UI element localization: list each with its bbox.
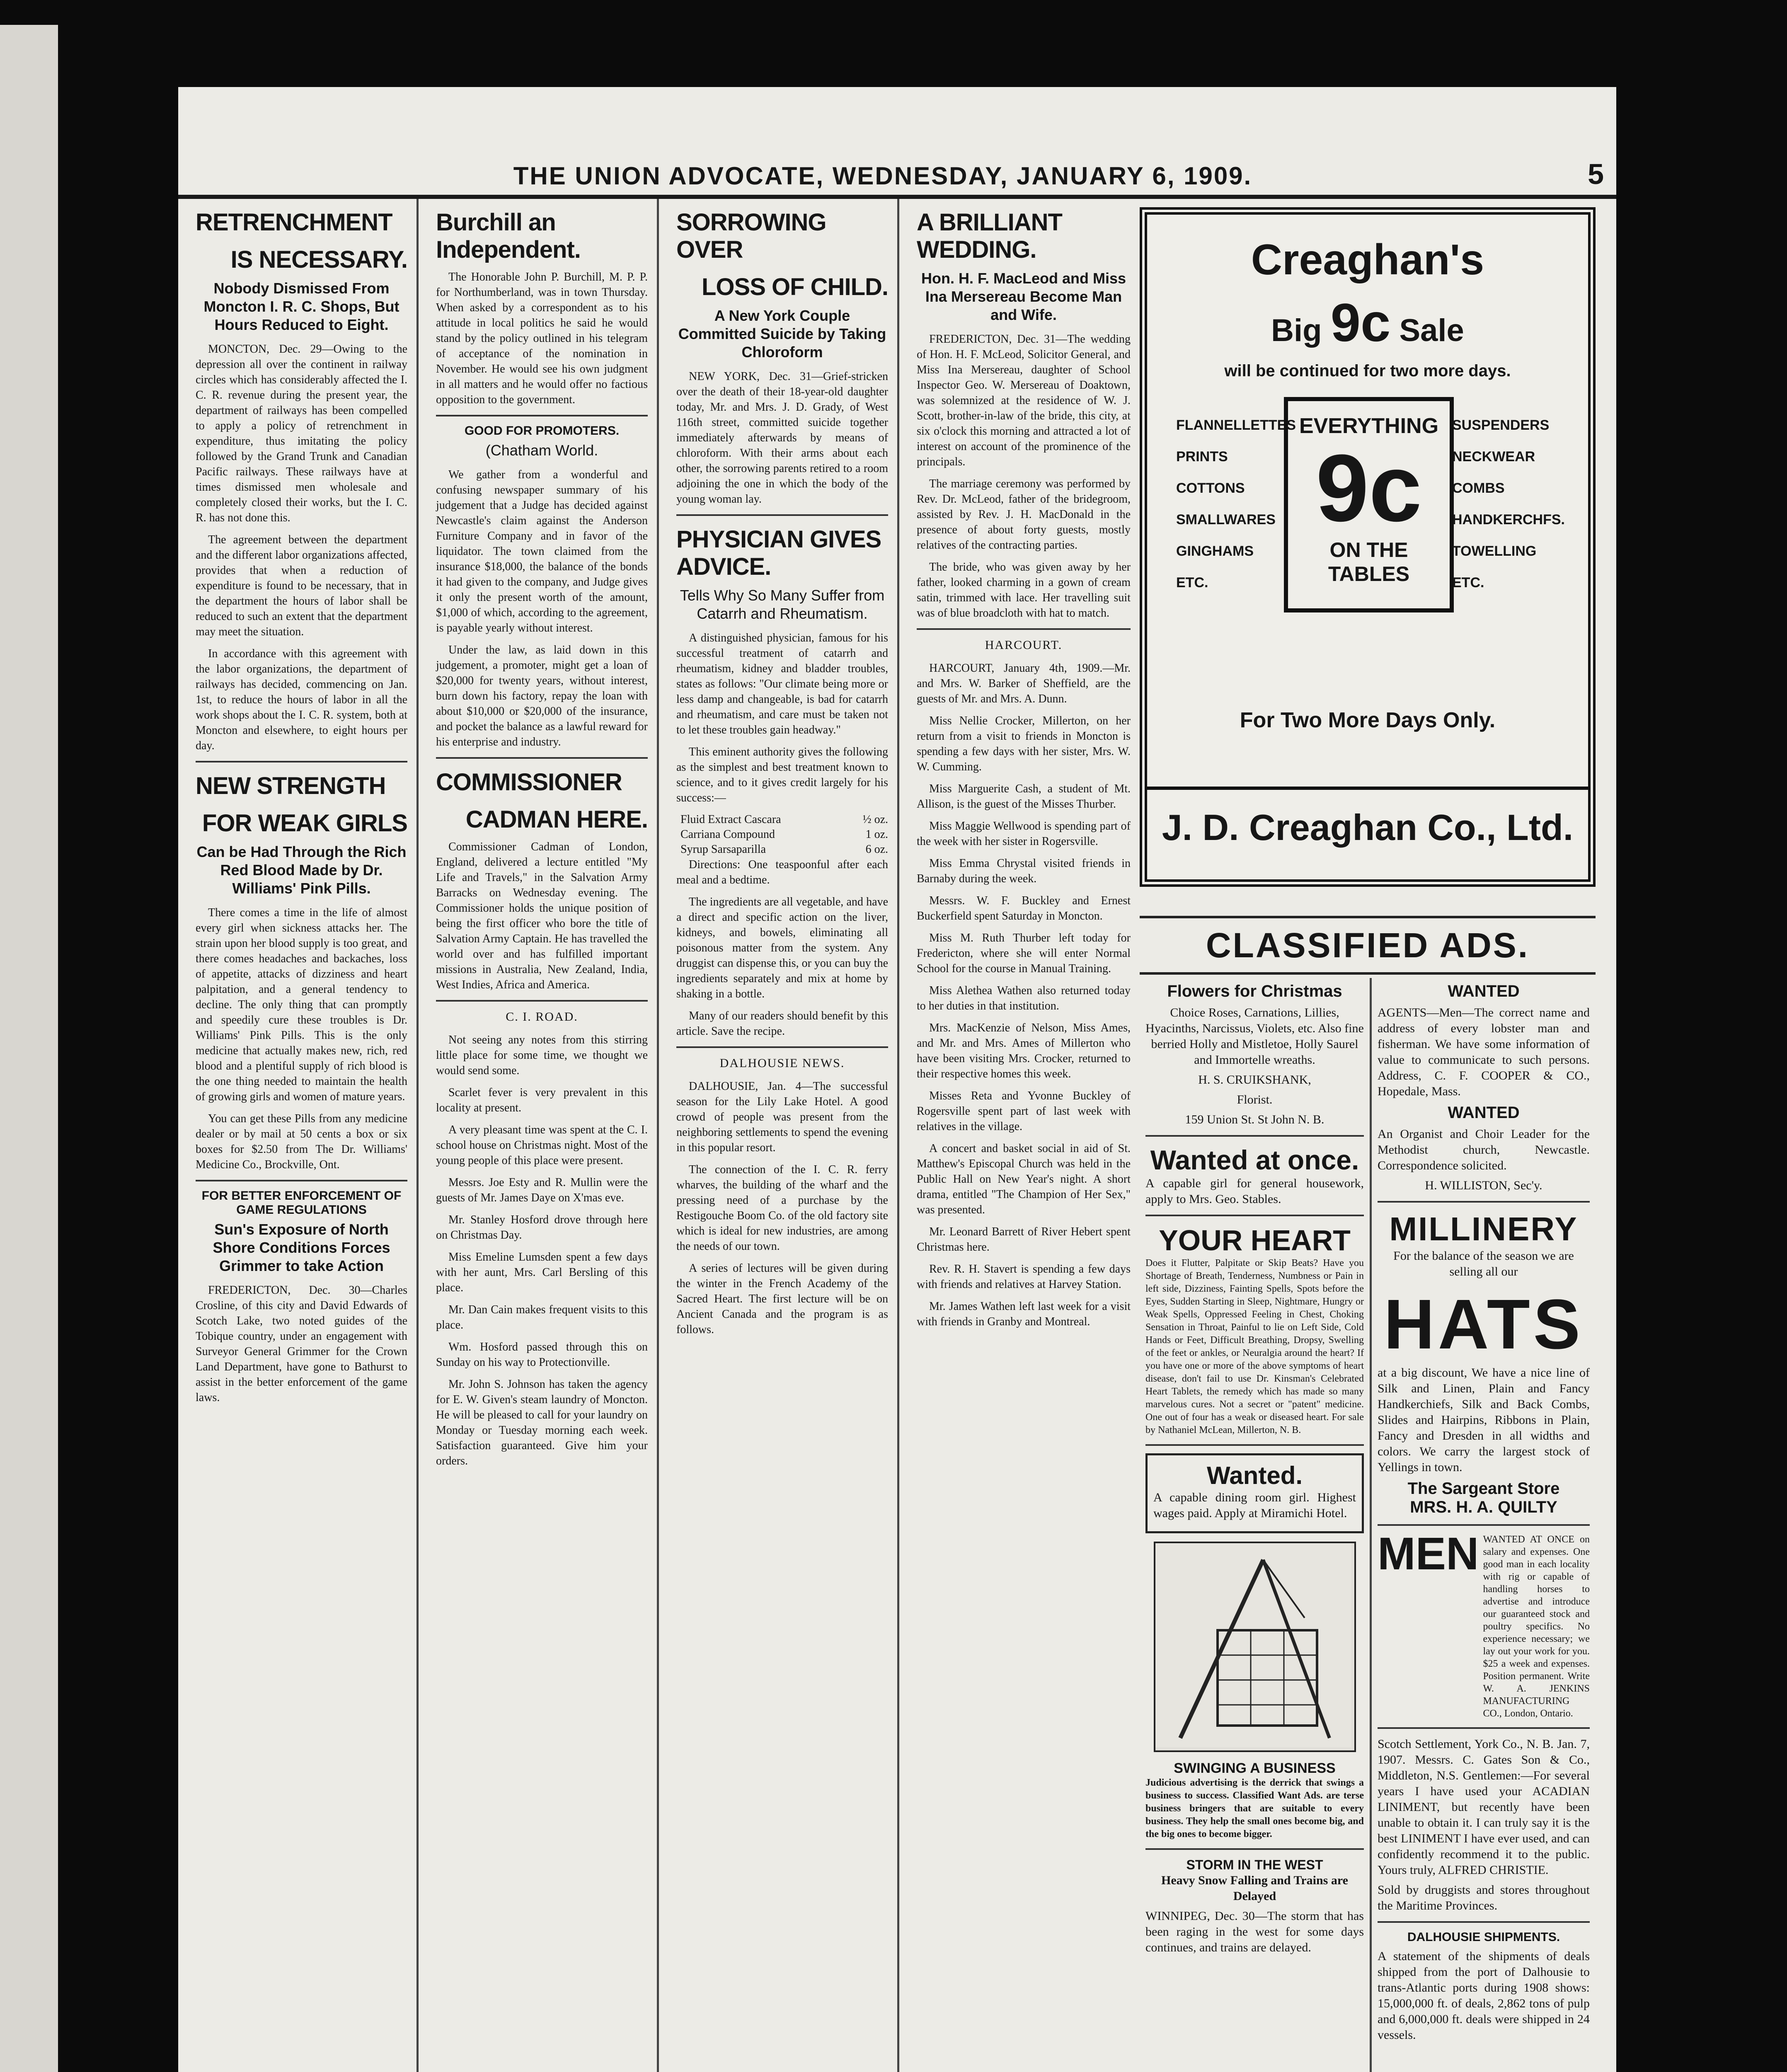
article-paragraph: Miss Maggie Wellwood is spending part of the week with her sister in Rogersville. — [917, 820, 1131, 848]
headline-loss-of-child: LOSS OF CHILD. — [702, 274, 888, 300]
article-paragraph: FREDERICTON, Dec. 30—Charles Crosline, of this city and David Edwards of Scotch Lake, two noted guides of the Tobique country, under an engagement with Surveyor General Grimmer for the Crown Land Department, have gone to Bathurst to assist in the better enforcement of the game laws. — [196, 1284, 407, 1404]
storm-headline: STORM IN THE WEST — [1186, 1857, 1323, 1872]
headline-physician: PHYSICIAN GIVES ADVICE. — [676, 526, 881, 580]
recipe-item: Fluid Extract Cascara ½ oz. — [680, 813, 888, 826]
running-header — [178, 157, 1616, 199]
dalhousie-shipments-body: A statement of the shipments of deals shipped from the port of Dalhousie to trans-Atlantic ports during 1908 shows: 15,000,000 ft. of deals, 2,862 tons of pulp and 6,000,000 ft. deals were shipped in 24 vessels. — [1378, 1949, 1590, 2042]
article-paragraph: Commissioner Cadman of London, England, delivered a lecture entitled "My Life and Travels," in the Salvation Army Barracks on Wednesday evening. The Commissioner holds the unique position of being the first officer who bore the title of Salvation Army Captain. He has travelled the world over and has fulfilled important missions in Australia, New Zealand, India, West Indies, Africa and America. — [436, 840, 648, 991]
article-paragraph: Mr. Stanley Hosford drove through here on Christmas Day. — [436, 1213, 648, 1242]
article-paragraph: FREDERICTON, Dec. 31—The wedding of Hon. H. F. McLeod, Solicitor General, and Miss Ina Mersereau, daughter of School Inspector Geo. W. Mersereau of Doaktown, was solemnized at the residence of W. J. Scott, brother-in-law of the bride, this city, at six o'clock this morning and attracted a lot of interest on account of the prominence of the principals. — [917, 333, 1131, 468]
article-paragraph: In accordance with this agreement with the labor organizations, the department of railways has decided, commencing on Jan. 1st, to reduce the hours of labor in all the work shops about the I. C. R. system, both at Moncton and elsewhere, to eight hours per day. — [196, 647, 407, 752]
your-heart-headline: YOUR HEART — [1159, 1224, 1351, 1256]
ad-left-items: FLANNELLETTES PRINTS COTTONS SMALLWARES GINGHAMS ETC. — [1176, 417, 1296, 591]
classified-column-left — [1140, 978, 1372, 2072]
headline-brilliant-wedding: A BRILLIANT WEDDING. — [917, 209, 1062, 263]
article-paragraph: Mr. John S. Johnson has taken the agency for E. W. Given's steam laundry of Moncton. He will be pleased to call for your laundry on Monday or Tuesday morning each week. Satisfaction guaranteed. Give him your orders. — [436, 1378, 648, 1467]
classified-column-right — [1372, 978, 1596, 2072]
article-paragraph: Not seeing any notes from this stirring little place for some time, we thought we would send some. — [436, 1034, 648, 1077]
wanted-at-once: Wanted at once. — [1150, 1145, 1359, 1175]
divider — [676, 514, 888, 516]
headline-burchill: Burchill an Independent. — [436, 209, 581, 263]
article-paragraph: Miss Marguerite Cash, a student of Mt. Allison, is the guest of the Misses Thurber. — [917, 782, 1131, 811]
florist-address: 159 Union St. St John N. B. — [1185, 1113, 1325, 1126]
hats-headline: HATS — [1383, 1285, 1584, 1364]
millinery-body: For the balance of the season we are selling all our — [1393, 1249, 1574, 1278]
divider — [436, 757, 648, 759]
subhead-pink-pills: Can be Had Through the Rich Red Blood Made by Dr. Williams' Pink Pills. — [196, 843, 407, 897]
headline-promoters: GOOD FOR PROMOTERS. — [464, 424, 620, 438]
article-paragraph: HARCOURT, January 4th, 1909.—Mr. and Mrs. W. Barker of Sheffield, are the guests of Mr. and Mrs. A. Dunn. — [917, 662, 1131, 705]
divider — [1145, 1215, 1364, 1216]
subhead-moncton: Nobody Dismissed From Moncton I. R. C. Shops, But Hours Reduced to Eight. — [203, 280, 400, 333]
headline-dalhousie-news: DALHOUSIE NEWS. — [719, 1056, 845, 1070]
article-paragraph: This eminent authority gives the following as the simplest and best treatment known to science, and to it gives credit largely for his success:— — [676, 746, 888, 804]
article-paragraph: We gather from a wonderful and confusing newspaper summary of his judgement that a Judge has decided against Newcastle's claim against the Anderson Furniture Company and in favor of the liquidator. The town claimed from the insurance $18,000, the balance of the bonds it had given to the company, and Judge gives it only the present worth of the amount, $1,000 of which, according to the agreement, is payable yearly without interest. — [436, 468, 648, 634]
divider — [436, 415, 648, 416]
ad-brand: Creaghan's — [1251, 236, 1484, 284]
store-name: The Sargeant Store — [1407, 1479, 1560, 1498]
divider — [1145, 1444, 1364, 1446]
store-owner: MRS. H. A. QUILTY — [1410, 1498, 1557, 1516]
divider — [1378, 1921, 1590, 1923]
florist-name: H. S. CRUIKSHANK, — [1198, 1073, 1311, 1087]
organist-body: An Organist and Choir Leader for the Methodist church, Newcastle. Correspondence solicited. — [1378, 1127, 1590, 1172]
article-paragraph: Misses Reta and Yvonne Buckley of Rogersville spent part of last week with relatives in the village. — [917, 1089, 1131, 1133]
column-2 — [427, 199, 659, 2072]
article-paragraph: Miss Nellie Crocker, Millerton, on her return from a visit to friends in Moncton is spending a few days with her sister, Mrs. W. W. Cumming. — [917, 714, 1131, 773]
wanted-at-once-body: A capable girl for general housework, apply to Mrs. Geo. Stables. — [1145, 1176, 1364, 1206]
article-paragraph: The connection of the I. C. R. ferry wharves, the building of the wharf and the pressing need of a purchase by the Restigouche Boom Co. of the old factory site which is ideal for new industries, are among the needs of our town. — [676, 1163, 888, 1253]
article-paragraph: Messrs. Joe Esty and R. Mullin were the guests of Mr. James Daye on X'mas eve. — [436, 1176, 648, 1204]
divider — [1145, 1848, 1364, 1850]
article-paragraph: Rev. R. H. Stavert is spending a few days with friends and relatives at Harvey Station. — [917, 1263, 1131, 1291]
article-paragraph: Mr. Dan Cain makes frequent visits to this place. — [436, 1303, 648, 1331]
swinging-body: Judicious advertising is the derrick that swings a business to success. Classified Want Ads. are terse business bringers that are suitable to every business. They help the small ones become big, and the big ones to become bigger. — [1145, 1777, 1364, 1840]
column-4 — [908, 199, 1140, 2072]
ad-continued: will be continued for two more days. — [1224, 362, 1511, 380]
headline-weak-girls: FOR WEAK GIRLS — [202, 810, 407, 837]
recipe-item: Syrup Sarsaparilla 6 oz. — [680, 843, 888, 856]
divider — [1145, 1135, 1364, 1137]
newspaper-page — [178, 87, 1616, 2072]
article-paragraph: Mr. James Wathen left last week for a visit with friends in Granby and Montreal. — [917, 1300, 1131, 1328]
classified-ads-header: CLASSIFIED ADS. — [1140, 916, 1596, 975]
article-paragraph: A concert and basket social in aid of St. Matthew's Episcopal Church was held in the Public Hall on New Year's night. A short drama, entitled "The Champion of Her Sex," was presented. — [917, 1142, 1131, 1216]
article-paragraph: Miss Emma Chrystal visited friends in Barnaby during the week. — [917, 857, 1131, 885]
ad-sale-line: Big 9c Sale — [1271, 292, 1464, 353]
article-paragraph: A series of lectures will be given during the winter in the French Academy of the Sacred Heart. The first lecture will be on Ancient Canada and the program is as follows. — [676, 1262, 888, 1336]
subhead-catarrh: Tells Why So Many Suffer from Catarrh and Rheumatism. — [680, 587, 885, 622]
derrick-illustration — [1154, 1542, 1356, 1752]
article-paragraph: Directions: One teaspoonful after each meal and a bedtime. — [676, 858, 888, 886]
storm-body: WINNIPEG, Dec. 30—The storm that has been raging in the west for some days continues, and trains are delayed. — [1145, 1909, 1364, 1954]
article-paragraph: The marriage ceremony was performed by Rev. Dr. McLeod, father of the bridegroom, assisted by Rev. J. H. MacDonald in the presence of about forty guests, mostly relatives of the contracting parties. — [917, 477, 1131, 552]
headline-necessary: IS NECESSARY. — [230, 246, 407, 273]
subhead-sun-exposure: Sun's Exposure of North Shore Conditions Forces Grimmer to take Action — [213, 1221, 390, 1274]
column-1 — [186, 199, 419, 2072]
hats-body: at a big discount, We have a nice line of Silk and Linen, Plain and Fancy Handkerchiefs, Silk and Back Combs, Slides and Hairpins, Ribbons in Plain, Fancy and Dresden in all widths and colors. We carry the largest stock of Yellings in town. — [1378, 1366, 1590, 1474]
article-paragraph: The ingredients are all vegetable, and have a direct and specific action on the liver, kidneys, and bowels, eliminating all poisonous matter from the system. Any druggist can dispense this, or you can buy the ingredients separately and mix at home by shaking in a bottle. — [676, 896, 888, 1000]
wanted-label: WANTED — [1448, 982, 1520, 1000]
subhead-chatham: (Chatham World. — [485, 442, 598, 459]
divider — [1378, 1727, 1590, 1729]
article-paragraph: Under the law, as laid down in this judgement, a promoter, might get a loan of $20,000 for twenty years, without interest, burn down his factory, repay the loan with about $10,000 or $20,000 of the insurance, and pocket the balance as a lawful reward for his enterprise and industry. — [436, 644, 648, 748]
article-paragraph: Miss Alethea Wathen also returned today to her duties in that institution. — [917, 984, 1131, 1012]
article-paragraph: Mrs. MacKenzie of Nelson, Miss Ames, and Mr. and Mrs. Ames of Millerton who have been visiting Mrs. Crocker, returned to their respective homes this week. — [917, 1021, 1131, 1080]
article-paragraph: A distinguished physician, famous for his successful treatment of catarrh and rheumatism, kidney and bladder troubles, states as follows: "Our climate being more or less damp and changeable, is bad for catarrh and rheumatism, and care must be taken not to let these troubles gain headway." — [676, 632, 888, 736]
men-wanted-ad — [1378, 1528, 1590, 1720]
ad-everything-box: EVERYTHING 9c ON THE TABLES — [1284, 397, 1454, 612]
men-big: MEN — [1378, 1528, 1479, 1579]
organist-signature: H. WILLISTON, Sec'y. — [1425, 1179, 1542, 1192]
article-paragraph: Many of our readers should benefit by this article. Save the recipe. — [676, 1009, 888, 1038]
swinging-caption: SWINGING A BUSINESS — [1174, 1760, 1336, 1776]
divider — [1378, 1201, 1590, 1203]
subhead-macleod: Hon. H. F. MacLeod and Miss Ina Mersereau Become Man and Wife. — [921, 270, 1126, 323]
article-paragraph: There comes a time in the life of almost every girl when sickness attacks her. The strain upon her blood supply is too great, and there comes headaches and backaches, loss of appetite, attacks of dizziness and heart palpitation, and a general tendency to decline. The only thing that can promptly and speedily cure these troubles is Dr. Williams' Pink Pills. This is the only medicine that actually makes new, rich, red blood and a plentiful supply of rich blood is the one thing needed to maintain the health of growing girls and women of mature years. — [196, 906, 407, 1103]
millinery-headline: MILLINERY — [1389, 1210, 1578, 1247]
recipe-list — [680, 812, 888, 857]
article-paragraph: Messrs. W. F. Buckley and Ernest Buckerfield spent Saturday in Moncton. — [917, 894, 1131, 922]
storm-subhead: Heavy Snow Falling and Trains are Delayed — [1161, 1874, 1348, 1903]
article-paragraph: The bride, who was given away by her father, looked charming in a gown of cream satin, trimmed with lace. Her travelling suit was of blue broadcloth with hat to match. — [917, 561, 1131, 620]
flowers-headline: Flowers for Christmas — [1167, 982, 1342, 1000]
wanted-body: A capable dining room girl. Highest wages paid. Apply at Miramichi Hotel. — [1153, 1491, 1356, 1520]
column-3 — [667, 199, 899, 2072]
article-paragraph: The agreement between the department and the different labor organizations affected, provides that when a reduction of expenditure is found to be necessary, that in the department the hours of labor shall be reduced to such an extent that the department may meet the situation. — [196, 533, 407, 638]
headline-commissioner: COMMISSIONER — [436, 769, 622, 796]
creaghan-sale-ad — [1140, 207, 1596, 887]
divider — [436, 1000, 648, 1002]
your-heart-body: Does it Flutter, Palpitate or Skip Beats? Have you Shortage of Breath, Tenderness, Numbness or Pain in left side, Dizziness, Fainting Spells, Spots before the Eyes, Sudden Starting in Sleep, Nightmare, Hungry or Weak Spells, Oppressed Feeling in Chest, Choking Sensation in Throat, Painful to lie on Left Side, Cold Hands or Feet, Difficult Breathing, Dropsy, Swelling of the feet or ankles, or Neuralgia around the heart? If you have one or more of the above symptoms of heart disease, don't fail to use Dr. Kinsman's Celebrated Heart Tablets, the remedy which has made so many marvelous cures. Not a secret or "patent" medicine. One out of four has a weak or diseased heart. For sale by Nathaniel McLean, Millerton, N. B. — [1145, 1258, 1364, 1435]
subhead-new-york-couple: A New York Couple Committed Suicide by Taking Chloroform — [678, 307, 886, 361]
article-paragraph: Miss Emeline Lumsden spent a few days with her aunt, Mrs. Carl Bersling of this place. — [436, 1251, 648, 1294]
divider — [196, 761, 407, 762]
divider — [676, 1046, 888, 1048]
article-paragraph: NEW YORK, Dec. 31—Grief-stricken over the death of their 18-year-old daughter today, Mr. and Mrs. J. D. Grady, of West 116th street, committed suicide together immediately afterwards by means of chloroform. With their arms about each other, the sorrowing parents retired to a room adjoining the one in which the body of the young woman lay. — [676, 370, 888, 506]
headline-ci-road: C. I. ROAD. — [506, 1010, 578, 1024]
dalhousie-shipments-headline: DALHOUSIE SHIPMENTS. — [1407, 1930, 1560, 1944]
article-paragraph: DALHOUSIE, Jan. 4—The successful season for the Lily Lake Hotel. A good crowd of people was present from the neighboring settlements to spend the evening in this popular resort. — [676, 1080, 888, 1154]
divider — [1378, 1524, 1590, 1526]
headline-game-regulations: FOR BETTER ENFORCEMENT OF GAME REGULATIONS — [201, 1189, 402, 1217]
divider — [917, 628, 1131, 630]
article-paragraph: MONCTON, Dec. 29—Owing to the depression all over the continent in railway circles which has considerably affected the I. C. R. revenue during the present year, the department of railways has been compelled to apply a policy of retrenchment in expenditure, thus imitating the policy followed by the Grand Trunk and Canadian Pacific railways. These railways have at times dismissed men wholesale and completely closed their works, but the I. C. R. has not done this. — [196, 343, 407, 524]
page-number: 5 — [1588, 158, 1604, 190]
headline-harcourt: HARCOURT. — [985, 638, 1063, 652]
derrick-icon — [1155, 1543, 1351, 1747]
wanted-headline: Wanted. — [1206, 1462, 1303, 1489]
headline-retrenchment: RETRENCHMENT — [196, 209, 392, 236]
headline-cadman: CADMAN HERE. — [465, 806, 648, 833]
ad-two-more-days: For Two More Days Only. — [1240, 708, 1496, 732]
men-body: WANTED AT ONCE on salary and expenses. One good man in each locality with rig or capable of handling horses to advertise and introduce our guaranteed stock and poultry specifics. No experience necessary; we lay out your work for you. $25 a week and expenses. Position permanent. Write W. A. JENKINS MANUFACTURING CO., London, Ontario. — [1483, 1534, 1590, 1719]
agents-body: AGENTS—Men—The correct name and address of every lobster man and fisherman. We have some information of value to communicate to such persons. Address, C. F. COOPER & CO., Hopedale, Mass. — [1378, 1006, 1590, 1098]
article-paragraph: Miss M. Ruth Thurber left today for Fredericton, where she will enter Normal School for the course in Manual Training. — [917, 932, 1131, 975]
florist-title: Florist. — [1237, 1093, 1273, 1106]
article-paragraph: You can get these Pills from any medicine dealer or by mail at 50 cents a box or six boxes for $2.50 from The Dr. Williams' Medicine Co., Brockville, Ont. — [196, 1112, 407, 1171]
liniment-letter: Scotch Settlement, York Co., N. B. Jan. 7, 1907. Messrs. C. Gates Son & Co., Middleton, N.S. Gentlemen:—For several years I have used your ACADIAN LINIMENT, but recently have been unable to obtain it. I can truly say it is the best LINIMENT I have ever used, and can confidently recommend it to the public. Yours truly, ALFRED CHRISTIE. — [1378, 1737, 1590, 1877]
article-paragraph: Scarlet fever is very prevalent in this locality at present. — [436, 1086, 648, 1114]
article-paragraph: The Honorable John P. Burchill, M. P. P. for Northumberland, was in town Thursday. When asked by a correspondent as to his attitude in local politics he said he would stand by the policy outlined in his telegram of acceptance of the nomination in November. He would see his own judgment in all matters and he would offer no factious opposition to the government. — [436, 271, 648, 406]
adjacent-page-strip — [0, 25, 58, 2072]
ad-company: J. D. Creaghan Co., Ltd. — [1147, 787, 1588, 849]
headline-new-strength: NEW STRENGTH — [196, 772, 386, 799]
ad-right-items: SUSPENDERS NECKWEAR COMBS HANDKERCHFS. TOWELLING ETC. — [1452, 417, 1565, 591]
recipe-item: Carriana Compound 1 oz. — [680, 828, 888, 841]
article-paragraph: A very pleasant time was spent at the C. I. school house on Christmas night. Most of the young people of this place were present. — [436, 1123, 648, 1167]
liniment-sold: Sold by druggists and stores throughout the Maritime Provinces. — [1378, 1883, 1590, 1912]
wanted-label-2: WANTED — [1448, 1104, 1520, 1122]
divider — [196, 1180, 407, 1181]
headline-sorrowing: SORROWING OVER — [676, 209, 826, 263]
wanted-box — [1145, 1453, 1364, 1533]
article-paragraph: Wm. Hosford passed through this on Sunday on his way to Protectionville. — [436, 1341, 648, 1369]
article-paragraph: Mr. Leonard Barrett of River Hebert spent Christmas here. — [917, 1225, 1131, 1254]
flowers-body: Choice Roses, Carnations, Lillies, Hyacinths, Narcissus, Violets, etc. Also fine berried Holly and Mistletoe, Holly Saurel and Immortelle wreaths. — [1145, 1006, 1364, 1067]
masthead-title: THE UNION ADVOCATE, WEDNESDAY, JANUARY 6, 1909. — [513, 162, 1252, 190]
